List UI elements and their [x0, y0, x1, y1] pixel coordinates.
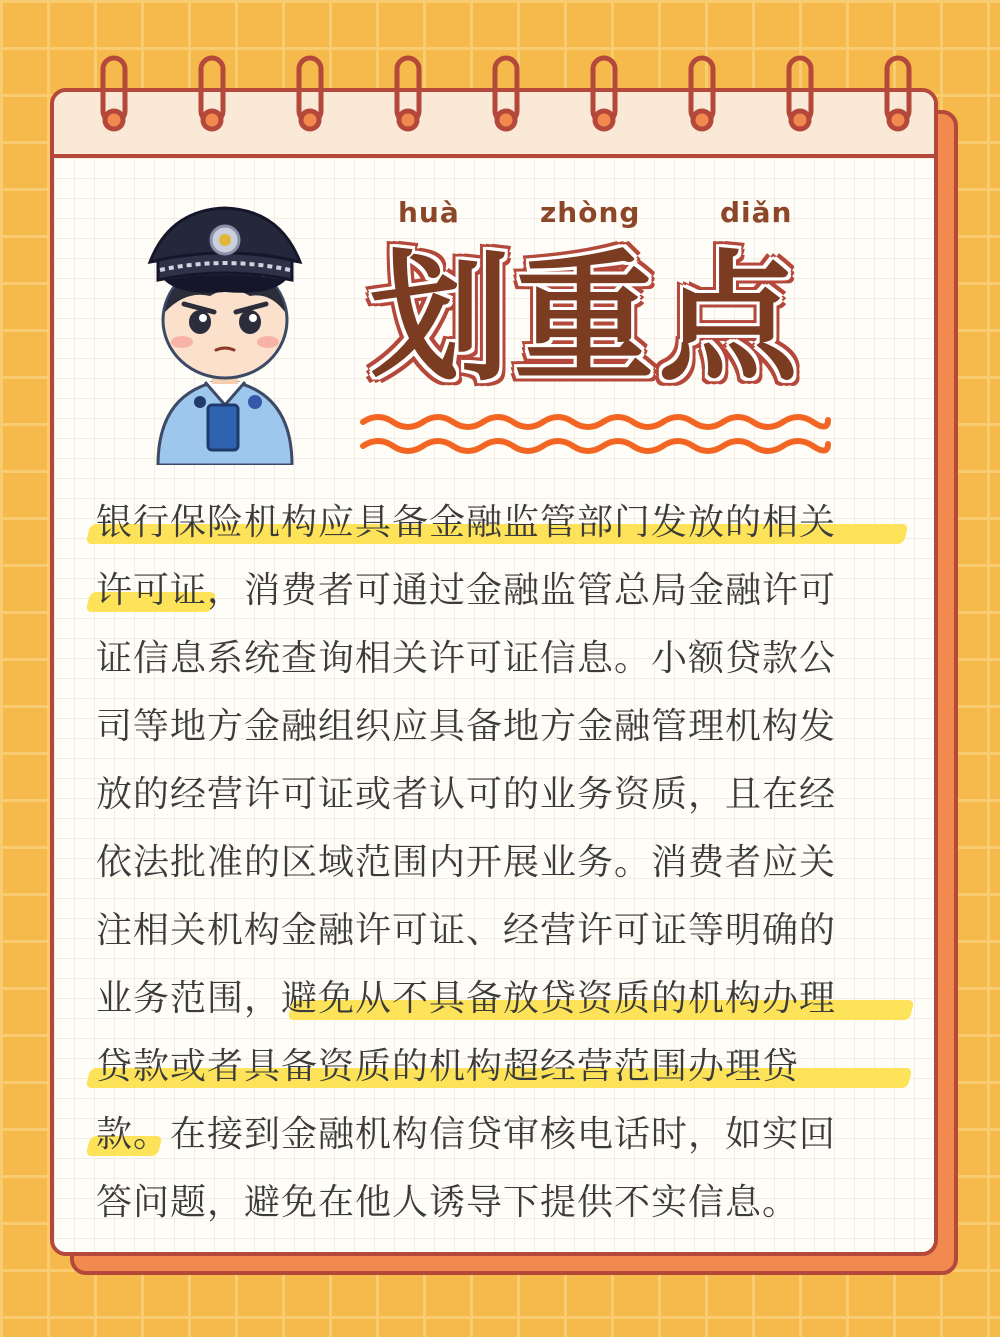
pinyin-zhong: zhòng: [540, 196, 641, 229]
police-officer-icon: [130, 200, 320, 465]
pinyin-dian: diǎn: [720, 196, 793, 229]
page-title: 划重点: [370, 238, 803, 401]
body-line: 许可证，消费者可通过金融监管总局金融许可: [96, 570, 837, 611]
notebook-header: [54, 92, 934, 158]
body-line: 贷款或者具备资质的机构超经营范围办理贷: [96, 1046, 800, 1087]
body-line: 注相关机构金融许可证、经营许可证等明确的: [96, 910, 837, 951]
body-line: 款。在接到金融机构信贷审核电话时，如实回: [96, 1114, 837, 1155]
body-line: 司等地方金融组织应具备地方金融管理机构发: [96, 706, 837, 747]
body-text: [96, 489, 916, 1237]
body-line: 证信息系统查询相关许可证信息。小额贷款公: [96, 638, 837, 679]
pinyin-hua: huà: [398, 196, 460, 229]
body-line: 银行保险机构应具备金融监管部门发放的相关: [96, 502, 837, 543]
body-line: 放的经营许可证或者认可的业务资质，且在经: [96, 774, 837, 815]
body-line: 依法批准的区域范围内开展业务。消费者应关: [96, 842, 837, 883]
body-line: 答问题，避免在他人诱导下提供不实信息。: [96, 1182, 800, 1223]
body-line: 业务范围，避免从不具备放贷资质的机构办理: [96, 978, 837, 1019]
wavy-divider: [358, 410, 833, 460]
